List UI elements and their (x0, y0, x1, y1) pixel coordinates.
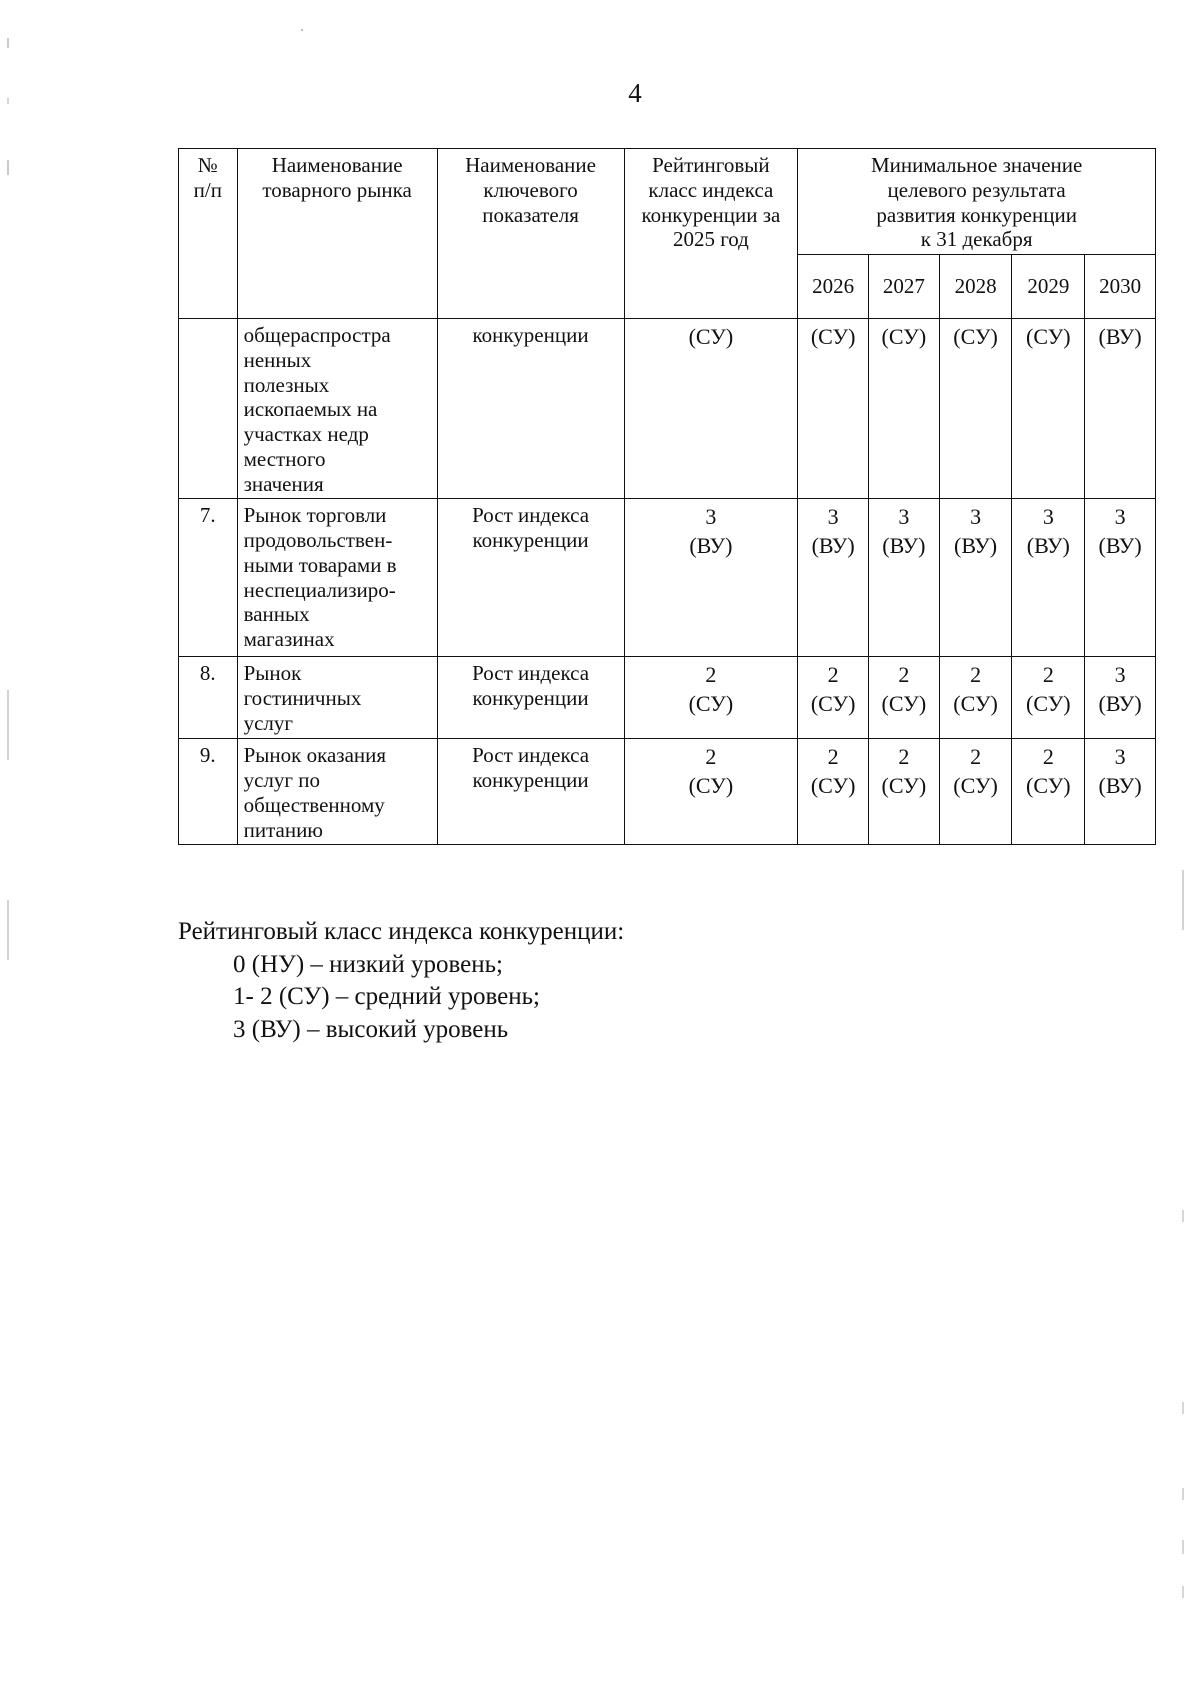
market-name (237, 739, 437, 845)
header-target (798, 149, 1156, 255)
value-class: (СУ) (1026, 691, 1071, 717)
rating-cell (624, 319, 798, 499)
value-class: (ВУ) (1098, 773, 1142, 799)
indicator-name (437, 499, 624, 657)
market-name-line: Рынок оказания (243, 743, 387, 768)
page-number: 4 (628, 78, 642, 108)
value-number: 2 (705, 662, 717, 688)
value-class: (ВУ) (1098, 691, 1142, 717)
indicator-name-line: конкуренции (472, 686, 589, 711)
indicator-name-line: конкуренции (472, 768, 589, 793)
value-class: (СУ) (881, 324, 927, 350)
target-year-cell (1012, 319, 1085, 499)
indicator-name (437, 739, 624, 845)
indicator-name (437, 319, 624, 499)
value-number: 2 (898, 744, 910, 770)
value-class: (ВУ) (882, 533, 926, 559)
value-class: (ВУ) (1026, 533, 1070, 559)
value-class: (СУ) (1026, 773, 1071, 799)
row-number (179, 319, 238, 499)
header-year: 2029 (1012, 255, 1085, 319)
table-header (179, 149, 1156, 319)
market-name-line: ванных (243, 602, 310, 627)
value-class: (СУ) (953, 691, 998, 717)
market-name-line: ископаемых на (243, 397, 378, 422)
header-number (179, 149, 238, 319)
value-number: 3 (1114, 504, 1126, 530)
target-year-cell (1012, 499, 1085, 657)
value-number: 3 (1042, 504, 1054, 530)
header-target-line1: Минимальное значение (870, 153, 1083, 177)
target-year-cell (798, 499, 869, 657)
market-name-line: неспециализиро- (243, 577, 396, 602)
value-class: (СУ) (688, 773, 734, 799)
value-number: 3 (898, 504, 910, 530)
indicator-name-line: конкуренции (472, 528, 589, 553)
header-target-line4: к 31 декабря (920, 227, 1033, 252)
target-year-cell (1085, 657, 1156, 739)
header-indicator: Наименование ключевого показателя (437, 149, 624, 319)
header-rating: Рейтинговый класс индекса конкуренции за 2025 год (624, 149, 798, 319)
market-name-line: участках недр (243, 422, 369, 447)
value-class: (СУ) (810, 324, 856, 350)
market-name-line: местного (243, 446, 326, 471)
value-number: 2 (1042, 662, 1054, 688)
indicator-name-line: конкуренции (472, 323, 589, 348)
legend-title: Рейтинговый класс индекса конкуренции: (178, 918, 625, 945)
market-name (237, 319, 437, 499)
target-year-cell (1012, 739, 1085, 845)
row-number: 8. (179, 657, 238, 739)
row-number: 7. (179, 499, 238, 657)
value-number: 3 (1114, 744, 1126, 770)
header-year: 2030 (1085, 255, 1156, 319)
target-year-cell (798, 319, 869, 499)
value-class: (СУ) (881, 691, 927, 717)
value-number: 2 (705, 744, 717, 770)
header-year: 2026 (798, 255, 869, 319)
target-year-cell (1085, 499, 1156, 657)
target-year-cell (939, 319, 1012, 499)
market-name-line: Рынок торговли (243, 503, 387, 528)
header-target-line2: целевого результата (887, 177, 1066, 202)
target-year-cell (798, 739, 869, 845)
table-row (179, 657, 1156, 739)
table-body (179, 319, 1156, 845)
indicator-name-line: Рост индекса (472, 503, 590, 528)
target-year-cell (939, 739, 1012, 845)
value-class: (СУ) (1026, 324, 1071, 350)
rating-cell (624, 499, 798, 657)
market-name-line: Рынок (243, 661, 302, 686)
target-year-cell (1085, 319, 1156, 499)
target-year-cell (939, 499, 1012, 657)
market-name-line: магазинах (243, 627, 335, 652)
indicator-name-line: Рост индекса (472, 661, 590, 686)
header-year: 2027 (869, 255, 940, 319)
target-year-cell (939, 657, 1012, 739)
value-class: (ВУ) (689, 533, 733, 559)
value-number: 2 (827, 744, 839, 770)
market-name-line: полезных (243, 372, 330, 397)
row-number: 9. (179, 739, 238, 845)
header-year: 2028 (939, 255, 1012, 319)
legend-item: 3 (ВУ) – высокий уровень (233, 1015, 509, 1043)
value-class: (СУ) (881, 773, 927, 799)
value-number: 2 (898, 662, 910, 688)
rating-cell (624, 739, 798, 845)
value-number: 2 (1042, 744, 1054, 770)
market-name-line: ными товарами в (243, 552, 397, 577)
market-name-line: общераспростра (243, 323, 391, 348)
table-row (179, 739, 1156, 845)
market-name-line: услуг (243, 710, 294, 735)
rating-legend (178, 916, 624, 1046)
target-year-cell (798, 657, 869, 739)
header-number-line1: № (197, 153, 218, 177)
value-number: 2 (970, 744, 982, 770)
indicator-name-line: Рост индекса (472, 743, 590, 768)
competition-targets-table (178, 148, 1156, 845)
value-number: 3 (1114, 662, 1126, 688)
value-class: (СУ) (688, 324, 734, 350)
value-number: 3 (970, 504, 982, 530)
target-year-cell (869, 319, 940, 499)
value-class: (ВУ) (1098, 324, 1142, 350)
market-name-line: услуг по (243, 768, 320, 793)
header-target-line3: развития конкуренции (876, 202, 1077, 227)
value-number: 2 (970, 662, 982, 688)
value-class: (ВУ) (811, 533, 855, 559)
rating-cell (624, 657, 798, 739)
value-class: (СУ) (810, 691, 856, 717)
target-year-cell (1012, 657, 1085, 739)
legend-item: 1- 2 (СУ) – средний уровень; (233, 983, 540, 1010)
value-class: (ВУ) (954, 533, 998, 559)
market-name-line: значения (243, 471, 324, 496)
table-row (179, 499, 1156, 657)
market-name (237, 657, 437, 739)
target-year-cell (869, 499, 940, 657)
header-market: Наименование товарного рынка (237, 149, 437, 319)
value-number: 2 (827, 662, 839, 688)
value-number: 3 (827, 504, 839, 530)
market-name-line: питанию (243, 817, 323, 842)
value-class: (СУ) (953, 324, 998, 350)
target-year-cell (869, 657, 940, 739)
value-class: (СУ) (953, 773, 998, 799)
market-name-line: гостиничных (243, 686, 362, 711)
target-year-cell (1085, 739, 1156, 845)
value-class: (СУ) (688, 691, 734, 717)
market-name-line: ненных (243, 347, 312, 372)
target-year-cell (869, 739, 940, 845)
value-class: (СУ) (810, 773, 856, 799)
market-name-line: продовольствен- (243, 528, 393, 553)
table-row (179, 319, 1156, 499)
header-number-line2: п/п (193, 177, 222, 202)
value-class: (ВУ) (1098, 533, 1142, 559)
market-name (237, 499, 437, 657)
indicator-name (437, 657, 624, 739)
market-name-line: общественному (243, 792, 385, 817)
legend-item: 0 (НУ) – низкий уровень; (233, 950, 503, 978)
value-number: 3 (705, 504, 717, 530)
